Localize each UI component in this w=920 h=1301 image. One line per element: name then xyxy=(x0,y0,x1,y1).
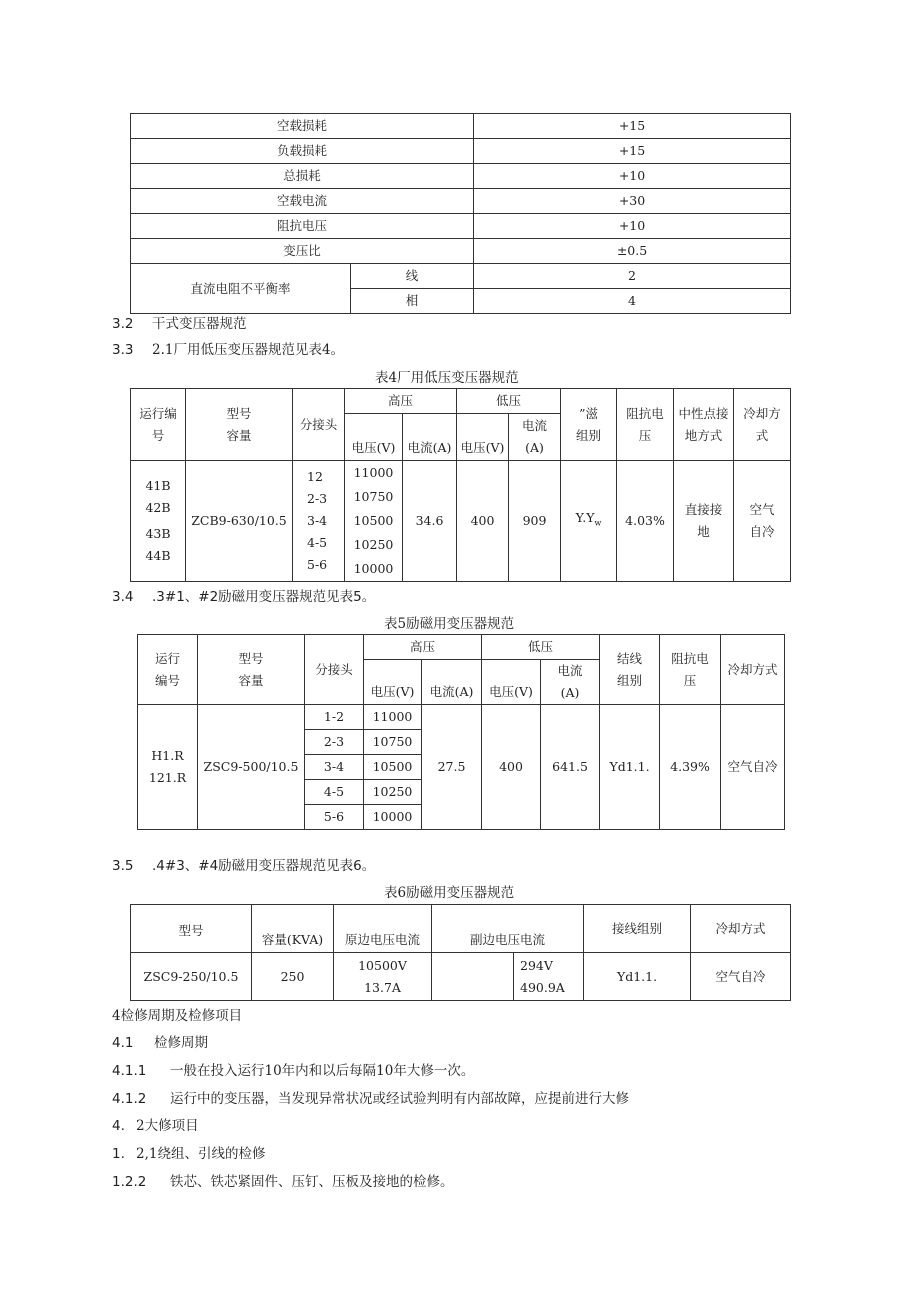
section-number: 1. xyxy=(112,1146,125,1162)
row-label: 阻抗电压 xyxy=(131,214,474,239)
row-label: 变压比 xyxy=(131,239,474,264)
section-3-3 xyxy=(112,338,344,358)
section-number: 3.2 xyxy=(112,316,134,332)
table-row xyxy=(131,461,791,582)
header-model: 型号 容量 xyxy=(186,389,293,461)
lv-current: 909 xyxy=(509,461,561,582)
table-row xyxy=(131,214,791,239)
section-number: 4. xyxy=(112,1118,125,1134)
dc-line-value: 2 xyxy=(474,264,791,289)
section-4-2 xyxy=(112,1114,199,1134)
connection: Yd1.1. xyxy=(600,705,660,830)
cooling: 空气自冷 xyxy=(691,953,791,1001)
lv-voltage: 400 xyxy=(457,461,509,582)
model: ZSC9-500/10.5 xyxy=(198,705,305,830)
tap: 3-4 xyxy=(305,755,364,780)
dc-phase-value: 4 xyxy=(474,289,791,314)
row-label: 总损耗 xyxy=(131,164,474,189)
taps: 12 2-3 3-4 4-5 5-6 xyxy=(293,461,345,582)
cooling: 空气自冷 xyxy=(721,705,785,830)
header-cooling: 冷却方式 xyxy=(721,635,785,705)
hv-current: 27.5 xyxy=(422,705,482,830)
neutral: 直接接 地 xyxy=(674,461,734,582)
hv-voltage: 10250 xyxy=(364,780,422,805)
lv-current: 641.5 xyxy=(541,705,600,830)
header-cooling: 冷却方 式 xyxy=(734,389,791,461)
tap: 1-2 xyxy=(305,705,364,730)
header-lv: 低压 xyxy=(457,389,561,414)
header-impedance: 阻抗电 压 xyxy=(660,635,721,705)
section-text: 铁芯、铁芯紧固件、压钉、压板及接地的检修。 xyxy=(170,1174,454,1190)
group: $Y.Y_w$ xyxy=(561,461,617,582)
secondary: 294V 490.9A xyxy=(514,953,584,1001)
table-row xyxy=(138,705,785,730)
section-3-4 xyxy=(112,585,375,605)
tap: 4-5 xyxy=(305,780,364,805)
header-hv: 高压 xyxy=(345,389,457,414)
section-text: 干式变压器规范 xyxy=(152,316,247,332)
impedance: 4.39% xyxy=(660,705,721,830)
header-neutral: 中性点接 地方式 xyxy=(674,389,734,461)
hv-voltage: 10000 xyxy=(364,805,422,830)
header-run: 运行 编号 xyxy=(138,635,198,705)
secondary-blank xyxy=(432,953,514,1001)
table-row xyxy=(131,139,791,164)
header-hv-current: 电流(A) xyxy=(422,660,482,705)
section-number: 4.1.2 xyxy=(112,1091,147,1107)
section-number: 4.1 xyxy=(112,1035,134,1051)
table-row xyxy=(131,114,791,139)
header-connection: 结线 组别 xyxy=(600,635,660,705)
section-text: .3#1、#2励磁用变压器规范见表5。 xyxy=(152,589,376,605)
section-number: 3.5 xyxy=(112,858,134,874)
tap: 5-6 xyxy=(305,805,364,830)
table-row xyxy=(131,239,791,264)
section-number: 1.2.2 xyxy=(112,1174,147,1190)
hv-voltage: 10500 xyxy=(364,755,422,780)
hv-voltages: 11000 10750 10500 10250 10000 xyxy=(345,461,403,582)
table4 xyxy=(130,388,791,582)
header-primary: 原边电压电流 xyxy=(334,905,432,953)
header-hv-voltage: 电压(V) xyxy=(364,660,422,705)
hv-voltage: 11000 xyxy=(364,705,422,730)
hv-voltage: 10750 xyxy=(364,730,422,755)
section-text: 2,1绕组、引线的检修 xyxy=(136,1146,266,1162)
model: ZCB9-630/10.5 xyxy=(186,461,293,582)
row-value: ±0.5 xyxy=(474,239,791,264)
header-group: ”滋 组别 xyxy=(561,389,617,461)
header-capacity: 容量(KVA) xyxy=(252,905,334,953)
header-lv-voltage: 电压(V) xyxy=(457,414,509,461)
header-lv-current: 电流 (A) xyxy=(509,414,561,461)
cooling: 空气 自冷 xyxy=(734,461,791,582)
table6-caption: 表6励磁用变压器规范 xyxy=(384,885,515,901)
row-value: +10 xyxy=(474,214,791,239)
row-value: +15 xyxy=(474,114,791,139)
section-text: 4检修周期及检修项目 xyxy=(112,1008,243,1024)
table6 xyxy=(130,904,791,1001)
table-row xyxy=(131,164,791,189)
table5 xyxy=(137,634,785,830)
row-value: +15 xyxy=(474,139,791,164)
row-label: 空载损耗 xyxy=(131,114,474,139)
hv-current: 34.6 xyxy=(403,461,457,582)
section-3-5 xyxy=(112,854,375,874)
section-text: 一般在投入运行10年内和以后每隔10年大修一次。 xyxy=(170,1063,475,1079)
capacity: 250 xyxy=(252,953,334,1001)
section-text: .4#3、#4励磁用变压器规范见表6。 xyxy=(152,858,376,874)
section-text: 运行中的变压器，当发现异常状况或经试验判明有内部故障，应提前进行大修 xyxy=(170,1091,629,1107)
section-4 xyxy=(112,1004,242,1024)
lv-voltage: 400 xyxy=(482,705,541,830)
header-cooling: 冷却方式 xyxy=(691,905,791,953)
header-lv-current: 电流 (A) xyxy=(541,660,600,705)
section-4-1 xyxy=(112,1031,208,1051)
section-text: 检修周期 xyxy=(154,1035,208,1051)
header-impedance: 阻抗电 压 xyxy=(617,389,674,461)
section-text: 2大修项目 xyxy=(136,1118,199,1134)
header-hv-voltage: 电压(V) xyxy=(345,414,403,461)
section-number: 4.1.1 xyxy=(112,1063,147,1079)
run-nos: 41B 42B 43B 44B xyxy=(131,461,186,582)
row-value: +30 xyxy=(474,189,791,214)
section-number: 3.3 xyxy=(112,342,134,358)
dc-line-label: 线 xyxy=(351,264,474,289)
table4-caption: 表4厂用低压变压器规范 xyxy=(375,370,519,386)
section-1 xyxy=(112,1142,265,1162)
header-secondary: 副边电压电流 xyxy=(432,905,584,953)
tolerance-table xyxy=(130,113,791,314)
table-row xyxy=(131,953,791,1001)
section-4-1-2 xyxy=(112,1087,629,1107)
header-model: 型号 xyxy=(131,905,252,953)
table5-caption: 表5励磁用变压器规范 xyxy=(384,616,515,632)
section-number: 3.4 xyxy=(112,589,134,605)
header-tap: 分接头 xyxy=(293,389,345,461)
dc-phase-label: 相 xyxy=(351,289,474,314)
row-label: 空载电流 xyxy=(131,189,474,214)
section-text: 2.1厂用低压变压器规范见表4。 xyxy=(152,342,345,358)
dc-label: 直流电阻不平衡率 xyxy=(131,264,351,314)
row-value: +10 xyxy=(474,164,791,189)
run-nos: H1.R 121.R xyxy=(138,705,198,830)
section-4-1-1 xyxy=(112,1059,474,1079)
header-hv-current: 电流(A) xyxy=(403,414,457,461)
row-label: 负载损耗 xyxy=(131,139,474,164)
table-row xyxy=(131,264,791,289)
impedance: 4.03% xyxy=(617,461,674,582)
header-lv-voltage: 电压(V) xyxy=(482,660,541,705)
section-3-2 xyxy=(112,312,247,332)
header-hv: 高压 xyxy=(364,635,482,660)
section-1-2-2 xyxy=(112,1170,454,1190)
header-run-no: 运行编 号 xyxy=(131,389,186,461)
primary: 10500V 13.7A xyxy=(334,953,432,1001)
header-connection: 接线组别 xyxy=(584,905,691,953)
connection: Yd1.1. xyxy=(584,953,691,1001)
tap: 2-3 xyxy=(305,730,364,755)
table-row xyxy=(131,189,791,214)
header-tap: 分接头 xyxy=(305,635,364,705)
model: ZSC9-250/10.5 xyxy=(131,953,252,1001)
header-model: 型号 容量 xyxy=(198,635,305,705)
header-lv: 低压 xyxy=(482,635,600,660)
